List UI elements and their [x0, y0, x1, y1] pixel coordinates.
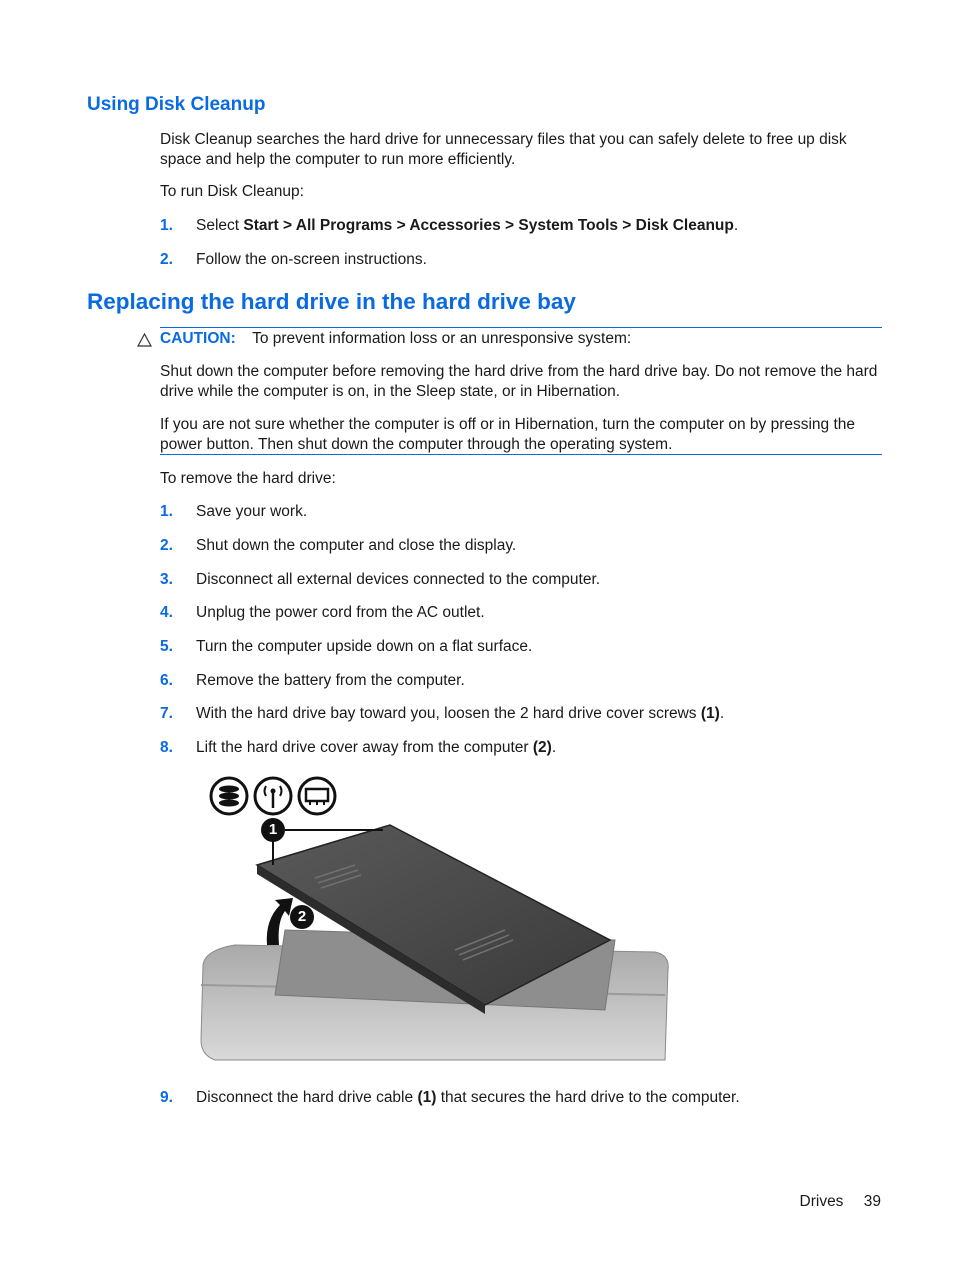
step-text: Select Start > All Programs > Accessories > System Tools > Disk Cleanup.	[196, 217, 739, 234]
step-text: Remove the battery from the computer.	[196, 672, 465, 689]
section-heading-disk-cleanup: Using Disk Cleanup	[87, 94, 266, 115]
caution-triangle-icon	[137, 333, 152, 347]
step-number: 4.	[160, 604, 173, 621]
caution-bottom-rule	[160, 454, 882, 455]
callout-1: 1	[261, 818, 285, 842]
step-number: 9.	[160, 1089, 173, 1106]
step-text: Lift the hard drive cover away from the computer (2).	[196, 739, 557, 756]
section-heading-replace-drive: Replacing the hard drive in the hard drive bay	[87, 289, 576, 314]
step-text: With the hard drive bay toward you, loosen the 2 hard drive cover screws (1).	[196, 705, 725, 722]
caution-paragraph-2: If you are not sure whether the computer is off or in Hibernation, turn the computer on by pressing the power button. Then shut down the computer through the operating system.	[160, 416, 856, 453]
step-text: Save your work.	[196, 503, 308, 520]
caution-line	[160, 329, 882, 349]
page-number: 39	[863, 1193, 881, 1210]
step-number: 2.	[160, 251, 173, 268]
callout-2: 2	[290, 905, 314, 929]
step-number: 7.	[160, 705, 173, 722]
caution-label: CAUTION:	[160, 330, 236, 347]
run-disk-cleanup-label: To run Disk Cleanup:	[160, 183, 304, 200]
footer-section-name: Drives	[799, 1193, 844, 1210]
step-number: 2.	[160, 537, 173, 554]
step-text: Disconnect all external devices connected to the computer.	[196, 571, 601, 588]
caution-text: To prevent information loss or an unresponsive system:	[252, 330, 632, 347]
step-number: 5.	[160, 638, 173, 655]
page-footer	[800, 1193, 881, 1211]
disk-cleanup-intro: Disk Cleanup searches the hard drive for unnecessary files that you can safely delete to free up disk space and help the computer to run more efficiently.	[160, 131, 847, 168]
caution-top-rule	[160, 327, 882, 328]
step-text: Shut down the computer and close the display.	[196, 537, 517, 554]
step-number: 1.	[160, 503, 173, 520]
remove-drive-label: To remove the hard drive:	[160, 470, 336, 487]
step-text: Disconnect the hard drive cable (1) that secures the hard drive to the computer.	[196, 1089, 740, 1106]
step-text: Turn the computer upside down on a flat surface.	[196, 638, 533, 655]
step-number: 3.	[160, 571, 173, 588]
memory-module-icon	[297, 776, 337, 816]
step-text: Unplug the power cord from the AC outlet.	[196, 604, 485, 621]
step-number: 1.	[160, 217, 173, 234]
step-text: Follow the on-screen instructions.	[196, 251, 427, 268]
wireless-icon	[253, 776, 293, 816]
hard-drive-cover-figure	[195, 770, 675, 1070]
caution-paragraph-1: Shut down the computer before removing the hard drive from the hard drive bay. Do not remove the hard drive while the computer is on, in the Sleep state, or in Hibernation.	[160, 363, 878, 400]
step-number: 6.	[160, 672, 173, 689]
hard-drive-stack-icon	[209, 776, 249, 816]
step-number: 8.	[160, 739, 173, 756]
